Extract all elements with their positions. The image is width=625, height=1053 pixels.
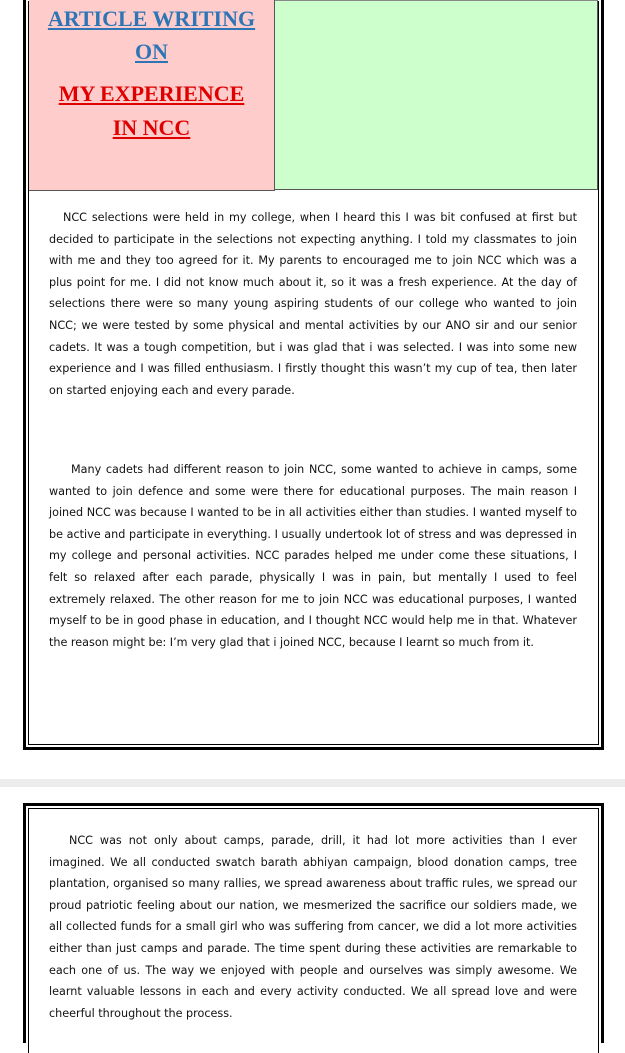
- header-row: [29, 0, 598, 192]
- title-line-article-writing: ARTICLE WRITING: [47, 6, 256, 31]
- article-paragraph-1: [49, 207, 577, 401]
- paragraph-text: NCC was not only about camps, parade, drill, it had lot more activities than I ever imagined. We all conducted swatch barath abhiyan campaign, blood donation camps, tree plantation, organised so many rallies, we spread awareness about traffic rules, we spread our proud patriotic feeling about our nation, we mesmerized the sacrifice our soldiers made, we all collected funds for a small girl who was suffering from cancer, we did a lot more activities either than just camps and parade. The time spent during these activities are remarkable to each one of us. The way we enjoyed with people and ourselves was simply awesome. We learnt valuable lessons in each and every activity conducted. We all spread love and were cheerful throughout the process.: [49, 834, 577, 1020]
- title-line-my-experience: MY EXPERIENCE: [58, 81, 245, 106]
- title-line-on: ON: [135, 39, 168, 64]
- image-placeholder-box: [275, 0, 598, 190]
- paragraph-text: NCC selections were held in my college, when I heard this I was bit confused at first but decided to participate in the selections not expecting anything. I told my classmates to join with me and they too agreed for it. My parents to encouraged me to join NCC which was a plus point for me. I did not know much about it, so it was a fresh experience. At the day of selections there were so many young aspiring students of our college who wanted to join NCC; we were tested by some physical and mental activities by our ANO sir and our senior cadets. It was a tough competition, but i was glad that i was selected. I was into some new experience and I was filled enthusiasm. I firstly thought this wasn’t my cup of tea, then later on started enjoying each and every parade.: [49, 211, 577, 397]
- paragraph-text: Many cadets had different reason to join NCC, some wanted to achieve in camps, some wanted to join defence and some were there for educational purposes. The main reason I joined NCC was because I wanted to be in all activities either than studies. I wanted myself to be active and participate in everything. I usually undertook lot of stress and was depressed in my college and personal activities. NCC parades helped me under come these situations, I felt so relaxed after each parade, physically I was in pain, but mentally I used to feel extremely relaxed. The other reason for me to join NCC was educational purposes, I wanted myself to be in good phase in education, and I thought NCC would help me in that. Whatever the reason might be: I’m very glad that i joined NCC, because I learnt so much from it.: [49, 463, 577, 649]
- article-paragraph-2: [49, 459, 577, 653]
- article-paragraph-3: [49, 830, 577, 1024]
- page-separator: [0, 779, 625, 787]
- title-box: [29, 0, 275, 191]
- title-line-in-ncc: IN NCC: [112, 115, 191, 140]
